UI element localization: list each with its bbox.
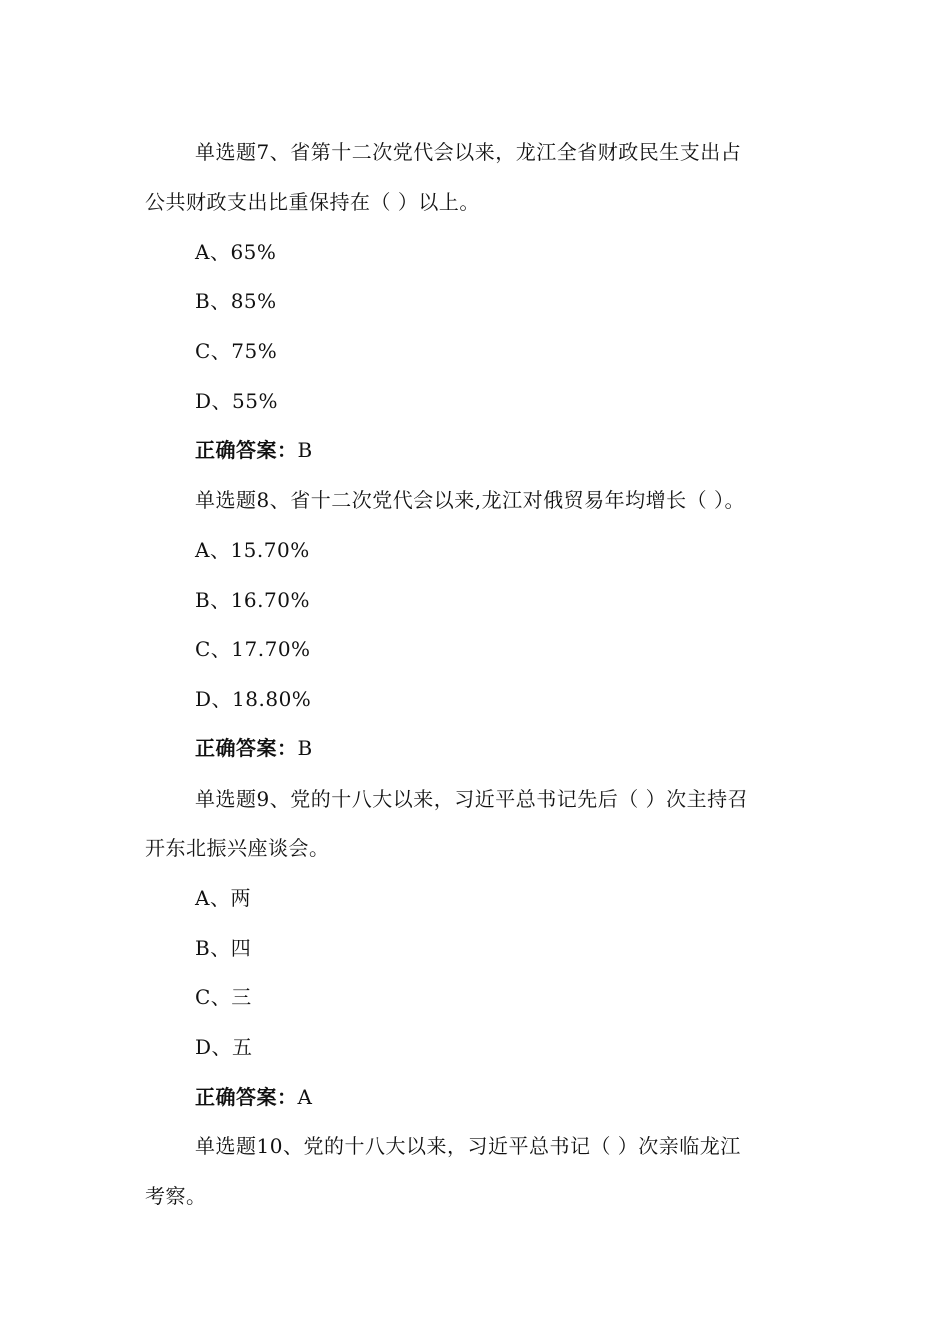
question-9-stem-line1: 单选题9、党的十八大以来，习近平总书记先后（ ）次主持召 [195, 787, 749, 811]
question-9-option-b: B、四 [195, 936, 252, 960]
question-9-option-d: D、五 [195, 1035, 253, 1059]
question-7-option-d: D、55% [195, 389, 278, 413]
question-8-option-d: D、18.80% [195, 687, 312, 711]
answer-value: B [297, 736, 313, 760]
question-10-stem-line1: 单选题10、党的十八大以来，习近平总书记（ ）次亲临龙江 [195, 1134, 741, 1158]
answer-label: 正确答案： [195, 438, 298, 462]
question-8-option-a: A、15.70% [195, 538, 310, 562]
question-8-stem-line1: 单选题8、省十二次党代会以来,龙江对俄贸易年均增长（ ）。 [195, 488, 745, 512]
question-10-stem-line2: 考察。 [145, 1184, 207, 1208]
question-9-stem-line2: 开东北振兴座谈会。 [145, 836, 330, 860]
answer-label: 正确答案： [195, 1085, 298, 1109]
question-9-option-c: C、三 [195, 985, 252, 1009]
question-7-option-c: C、75% [195, 339, 278, 363]
question-9-option-a: A、两 [195, 886, 251, 910]
question-7-stem-line1: 单选题7、省第十二次党代会以来，龙江全省财政民生支出占 [195, 140, 742, 164]
answer-value: B [297, 438, 313, 462]
question-8-answer [195, 735, 313, 761]
question-7-stem-line2: 公共财政支出比重保持在（ ）以上。 [145, 190, 480, 214]
question-8-option-b: B、16.70% [195, 588, 310, 612]
question-7-answer [195, 437, 313, 463]
answer-value: A [297, 1085, 313, 1109]
question-7-option-b: B、85% [195, 289, 277, 313]
answer-label: 正确答案： [195, 736, 298, 760]
question-9-answer [195, 1084, 312, 1110]
question-7-option-a: A、65% [195, 240, 277, 264]
question-8-option-c: C、17.70% [195, 637, 311, 661]
